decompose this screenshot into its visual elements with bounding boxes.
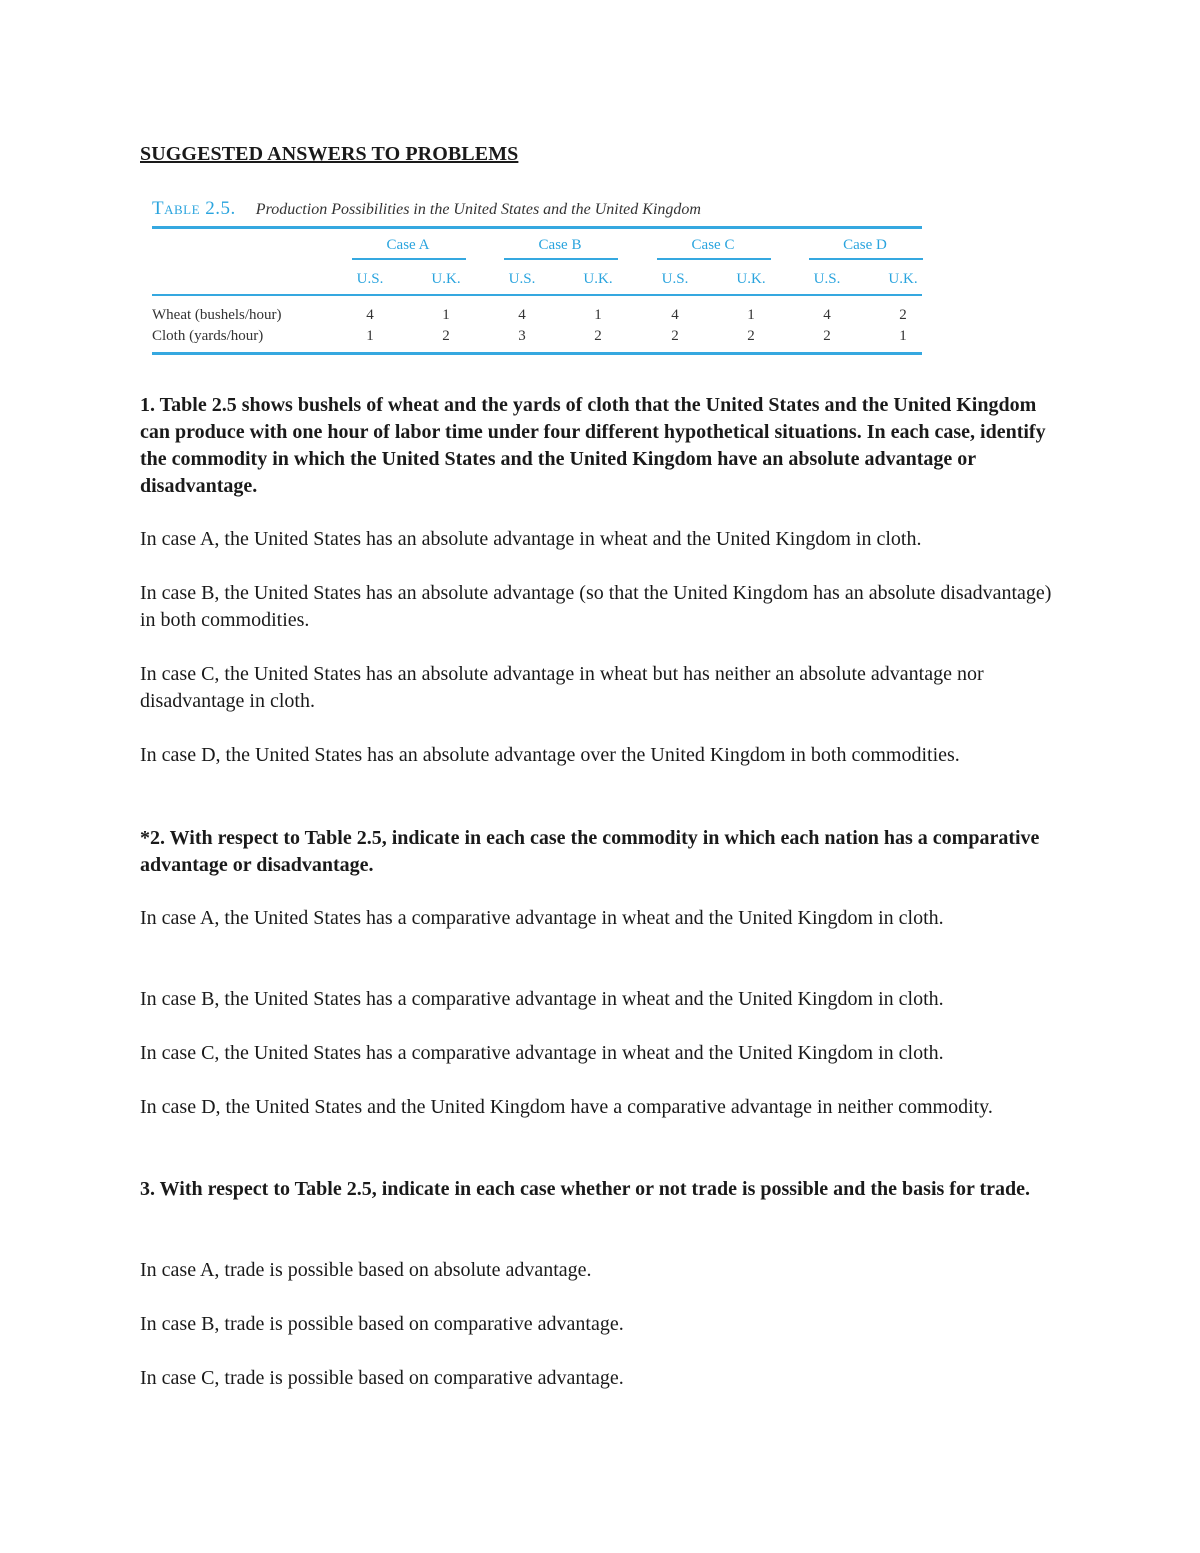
case-a-underline: [352, 258, 466, 260]
case-c-underline: [657, 258, 771, 260]
answer-1-case-b: In case B, the United States has an absolute advantage (so that the United Kingdom has an absolute disadvantage) in both commodities.: [140, 582, 1052, 631]
table-cell: 4: [518, 307, 526, 323]
case-header-d: Case D: [843, 237, 887, 253]
table-cell: 1: [442, 307, 450, 323]
col-header-uk-b: U.K.: [583, 271, 613, 287]
question-1: 1. Table 2.5 shows bushels of wheat and the yards of cloth that the United States and the United Kingdom can produce with one hour of labor time under four different hypothetical situations. In each case, identify the commodity in which the United States and the United Kingdom have an absolute advantage or disadvantage.: [140, 394, 1046, 497]
case-header-a: Case A: [386, 237, 430, 253]
table-cell: 2: [594, 328, 602, 344]
question-2: *2. With respect to Table 2.5, indicate in each case the commodity in which each nation has a comparative advantage or disadvantage.: [140, 827, 1040, 876]
table-cell: 1: [747, 307, 755, 323]
col-header-uk-c: U.K.: [736, 271, 766, 287]
table-cell: 1: [366, 328, 374, 344]
answer-1-case-c: In case C, the United States has an absolute advantage in wheat but has neither an absolute advantage nor disadvantage in cloth.: [140, 663, 984, 712]
table-cell: 4: [823, 307, 831, 323]
row-label-cloth: Cloth (yards/hour): [152, 328, 264, 344]
col-header-us-a: U.S.: [356, 271, 384, 287]
col-header-us-c: U.S.: [661, 271, 689, 287]
col-header-us-b: U.S.: [508, 271, 536, 287]
table-cell: 2: [823, 328, 831, 344]
table-cell: 4: [671, 307, 679, 323]
table-cell: 2: [899, 307, 907, 323]
answer-1-case-d: In case D, the United States has an absolute advantage over the United Kingdom in both commodities.: [140, 744, 960, 766]
table-cell: 3: [518, 328, 526, 344]
table-cell: 1: [899, 328, 907, 344]
col-header-uk-a: U.K.: [431, 271, 461, 287]
case-header-c: Case C: [691, 237, 735, 253]
case-b-underline: [504, 258, 618, 260]
answer-2-case-b: In case B, the United States has a comparative advantage in wheat and the United Kingdom in cloth.: [140, 988, 944, 1010]
table-cell: 2: [442, 328, 450, 344]
answer-2-case-d: In case D, the United States and the United Kingdom have a comparative advantage in neither commodity.: [140, 1096, 993, 1118]
table-cell: 4: [366, 307, 374, 323]
row-label-wheat: Wheat (bushels/hour): [152, 307, 282, 323]
answer-2-case-c: In case C, the United States has a comparative advantage in wheat and the United Kingdom in cloth.: [140, 1042, 944, 1064]
answer-3-case-c: In case C, trade is possible based on comparative advantage.: [140, 1367, 624, 1389]
table-header-rule: [152, 294, 922, 296]
answer-3-case-b: In case B, trade is possible based on comparative advantage.: [140, 1313, 624, 1335]
table-bottom-rule: [152, 352, 922, 355]
col-header-uk-d: U.K.: [888, 271, 918, 287]
document-title: SUGGESTED ANSWERS TO PROBLEMS: [140, 143, 519, 165]
col-header-us-d: U.S.: [813, 271, 841, 287]
answer-1-case-a: In case A, the United States has an absolute advantage in wheat and the United Kingdom in cloth.: [140, 528, 922, 550]
case-d-underline: [809, 258, 923, 260]
table-cell: 2: [747, 328, 755, 344]
question-3: 3. With respect to Table 2.5, indicate in each case whether or not trade is possible and the basis for trade.: [140, 1178, 1031, 1200]
table-top-rule: [152, 226, 922, 229]
table-label: Table 2.5.: [152, 198, 236, 219]
case-header-b: Case B: [538, 237, 582, 253]
answer-3-case-a: In case A, trade is possible based on absolute advantage.: [140, 1259, 592, 1281]
table-description: Production Possibilities in the United States and the United Kingdom: [255, 201, 701, 218]
table-cell: 1: [594, 307, 602, 323]
answer-2-case-a: In case A, the United States has a comparative advantage in wheat and the United Kingdom in cloth.: [140, 907, 944, 929]
table-cell: 2: [671, 328, 679, 344]
table-caption: [152, 198, 701, 220]
